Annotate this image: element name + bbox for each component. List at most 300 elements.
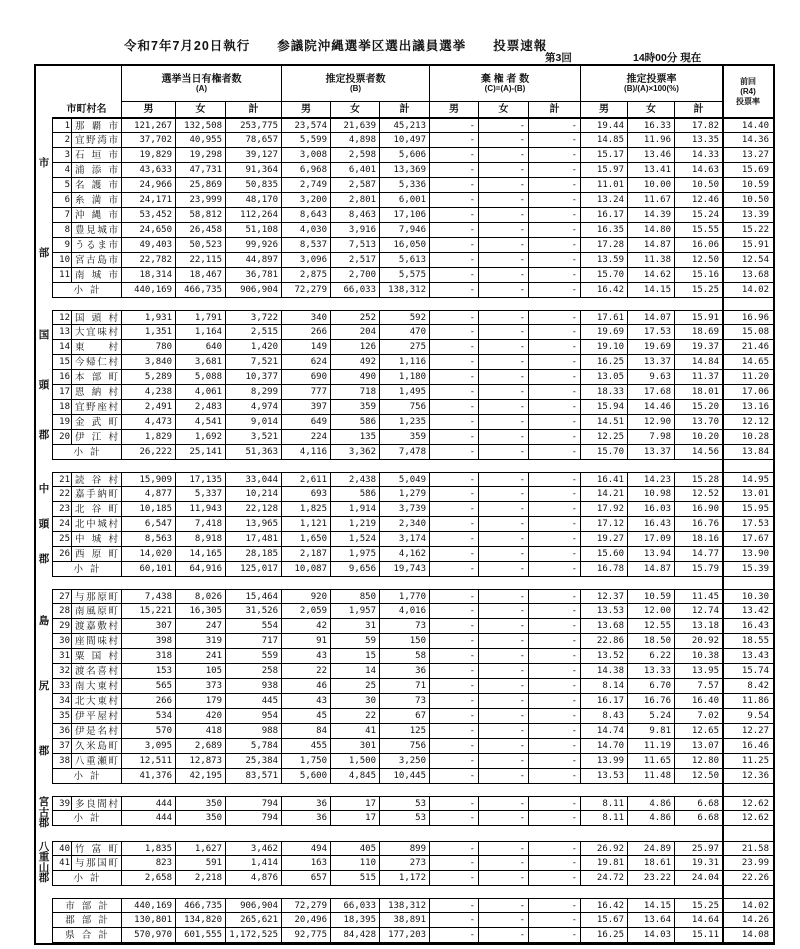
cell-value: 13.37 [628,445,675,460]
cell-value: 15.60 [581,547,628,562]
cell-value: 25,141 [176,445,226,460]
cell-value: - [479,340,529,355]
table-row [52,148,773,163]
cell-value: 1,692 [176,430,226,445]
cell-value: - [529,856,581,871]
cell-value: 43 [282,649,331,664]
table-row [52,133,773,148]
cell-value: 1,770 [380,589,430,604]
cell-value: - [529,547,581,562]
cell-value: 12.74 [675,604,723,619]
table-row [52,604,773,619]
cell-value: 15,909 [122,472,176,487]
cell-value: 359 [380,430,430,445]
block-rows [52,841,773,886]
municipality-name: 宜野湾市 [72,133,122,148]
region-block [36,898,773,943]
table-row [52,385,773,400]
cell-value: 8.14 [581,679,628,694]
cell-value: - [479,415,529,430]
cell-value: 1,627 [176,841,226,856]
cell-value: 1,825 [282,502,331,517]
previous-rate-value: 12.54 [723,253,773,268]
time-label: 14時00分 現在 [633,52,702,64]
region-label [36,472,52,577]
previous-rate-value: 10.30 [723,589,773,604]
previous-rate-value: 22.26 [723,871,773,886]
region-label [36,310,52,460]
cell-value: 3,840 [122,355,176,370]
cell-value: 398 [122,634,176,649]
cell-value: 1,180 [380,370,430,385]
row-number: 10 [52,253,72,268]
cell-value: - [529,739,581,754]
cell-value: 134,820 [176,913,226,928]
previous-rate-value: 12.12 [723,415,773,430]
cell-value: 13,369 [380,163,430,178]
cell-value: 36 [282,811,331,826]
cell-value: 906,904 [226,898,282,913]
cell-value: 319 [176,634,226,649]
cell-value: - [430,841,479,856]
cell-value: 2,689 [176,739,226,754]
cell-value: 6.70 [628,679,675,694]
cell-value: 16.78 [581,562,628,577]
cell-value: - [529,355,581,370]
row-number: 39 [52,796,72,811]
cell-value: 12.37 [581,589,628,604]
municipality-name: 北谷町 [72,502,122,517]
cell-value: 31 [331,619,380,634]
cell-value: 163 [282,856,331,871]
previous-rate-value: 12.62 [723,796,773,811]
cell-value: 6,001 [380,193,430,208]
cell-value: 318 [122,649,176,664]
cell-value: 18.61 [628,856,675,871]
table-row [52,517,773,532]
cell-value: 3,250 [380,754,430,769]
row-number: 6 [52,193,72,208]
cell-value: 554 [226,619,282,634]
cell-value: 19.31 [675,856,723,871]
cell-value: - [430,118,479,133]
cell-value: 2,587 [331,178,380,193]
municipality-name: 渡嘉敷村 [72,619,122,634]
previous-rate-value: 13.01 [723,487,773,502]
previous-rate-value: 10.28 [723,430,773,445]
municipality-name: 与那国町 [72,856,122,871]
cell-value: 25.97 [675,841,723,856]
table-row [52,754,773,769]
cell-value: 66,033 [331,283,380,298]
cell-value: 10,087 [282,562,331,577]
cell-value: 43 [282,694,331,709]
previous-rate-value: 21.58 [723,841,773,856]
region-block [36,841,773,886]
cell-value: 466,735 [176,898,226,913]
cell-value: - [529,928,581,943]
cell-value: 586 [331,487,380,502]
region-char: 部 [38,246,50,259]
table-row [52,724,773,739]
cell-value: 14.15 [628,283,675,298]
cell-value: - [430,238,479,253]
previous-rate-value: 17.06 [723,385,773,400]
cell-value: 149 [282,340,331,355]
turnout-rate-sub: (B)/(A)×100(%) [624,83,679,93]
cell-value: - [479,400,529,415]
cell-value: 18.50 [628,634,675,649]
cell-value: 16.76 [628,694,675,709]
cell-value: 21,639 [331,118,380,133]
cell-value: 1,116 [380,355,430,370]
cell-value: 17,106 [380,208,430,223]
cell-value: - [529,268,581,283]
cell-value: 718 [331,385,380,400]
cell-value: 14 [331,664,380,679]
cell-value: 16,050 [380,238,430,253]
cell-value: - [529,664,581,679]
cell-value: 13.46 [628,148,675,163]
cell-value: - [479,268,529,283]
row-number: 7 [52,208,72,223]
cell-value: 1,650 [282,532,331,547]
round-label: 第3回 [545,52,572,64]
cell-value: - [529,253,581,268]
cell-value: 33,044 [226,472,282,487]
table-row [52,193,773,208]
cell-value: 15.25 [675,898,723,913]
cell-value: 899 [380,841,430,856]
cell-value: 1,235 [380,415,430,430]
cell-value: 13.95 [675,664,723,679]
table-row [52,856,773,871]
cell-value: - [430,562,479,577]
cell-value: 13.64 [628,913,675,928]
cell-value: 7,946 [380,223,430,238]
cell-value: - [529,517,581,532]
subheader-female: 女 [479,102,529,118]
cell-value: - [430,283,479,298]
cell-value: - [430,223,479,238]
cell-value: 12,511 [122,754,176,769]
region-char: 重 [38,851,50,863]
row-label: 郡部計 [52,913,122,928]
municipality-name: 渡名喜村 [72,664,122,679]
region-label [36,796,52,829]
cell-value: 13.99 [581,754,628,769]
cell-value: - [529,148,581,163]
cell-value: 19,298 [176,148,226,163]
cell-value: 515 [331,871,380,886]
row-number: 29 [52,619,72,634]
previous-rate-value: 15.22 [723,223,773,238]
municipality-name: 伊平屋村 [72,709,122,724]
cell-value: 3,916 [331,223,380,238]
cell-value: - [479,532,529,547]
previous-rate-value: 10.50 [723,193,773,208]
table-row [52,811,773,826]
cell-value: 1,524 [331,532,380,547]
cell-value: - [430,472,479,487]
cell-value: 490 [331,370,380,385]
cell-value: 26,222 [122,445,176,460]
cell-value: 10.20 [675,430,723,445]
table-row [52,928,773,943]
previous-line3: 投票率 [736,96,760,106]
cell-value: - [529,694,581,709]
cell-value: 5,784 [226,739,282,754]
cell-value: 16.76 [675,517,723,532]
cell-value: 3,521 [226,430,282,445]
row-label: 小計 [52,445,122,460]
cell-value: - [529,310,581,325]
cell-value: 1,495 [380,385,430,400]
cell-value: 13.35 [675,133,723,148]
cell-value: 10.59 [628,589,675,604]
cell-value: 1,219 [331,517,380,532]
cell-value: 44,897 [226,253,282,268]
cell-value: 17,481 [226,532,282,547]
cell-value: 17.09 [628,532,675,547]
previous-rate-value: 15.08 [723,325,773,340]
cell-value: - [479,517,529,532]
row-number: 30 [52,634,72,649]
cell-value: 91 [282,634,331,649]
cell-value: 13.05 [581,370,628,385]
cell-value: 3,174 [380,532,430,547]
municipality-name: 座間味村 [72,634,122,649]
cell-value: 1,420 [226,340,282,355]
cell-value: 10,445 [380,769,430,784]
cell-value: 7,438 [122,589,176,604]
region-char: 郡 [38,817,50,829]
cell-value: 534 [122,709,176,724]
cell-value: - [479,283,529,298]
cell-value: 14.87 [628,238,675,253]
previous-rate-value: 15.74 [723,664,773,679]
cell-value: - [529,385,581,400]
cell-value: 17,135 [176,472,226,487]
cell-value: - [430,163,479,178]
row-number: 35 [52,709,72,724]
cell-value: 649 [282,415,331,430]
cell-value: - [430,193,479,208]
cell-value: 15.70 [581,445,628,460]
cell-value: 12.46 [675,193,723,208]
cell-value: 17.53 [628,325,675,340]
cell-value: 19.69 [581,325,628,340]
cell-value: 91,364 [226,163,282,178]
previous-rate-value: 13.39 [723,208,773,223]
cell-value: - [529,445,581,460]
cell-value: 11.48 [628,769,675,784]
cell-value: - [479,238,529,253]
cell-value: 8.43 [581,709,628,724]
cell-value: 83,571 [226,769,282,784]
cell-value: 16.25 [581,355,628,370]
cell-value: 340 [282,310,331,325]
cell-value: 26,458 [176,223,226,238]
cell-value: 14.38 [581,664,628,679]
cell-value: 266 [282,325,331,340]
cell-value: - [479,325,529,340]
cell-value: 7,478 [380,445,430,460]
cell-value: 13.37 [628,355,675,370]
cell-value: 266 [122,694,176,709]
meta-line [0,50,785,64]
cell-value: 42 [282,619,331,634]
table-row [52,340,773,355]
row-number: 14 [52,340,72,355]
cell-value: 13.59 [581,253,628,268]
cell-value: 132,508 [176,118,226,133]
abstainers-label: 棄 権 者 数 [480,73,530,85]
table-row [52,898,773,913]
cell-value: 8,643 [282,208,331,223]
cell-value: 22 [331,709,380,724]
cell-value: 4,541 [176,415,226,430]
previous-rate-value: 14.26 [723,913,773,928]
cell-value: 11.37 [675,370,723,385]
cell-value: - [529,769,581,784]
cell-value: 492 [331,355,380,370]
municipality-name: 嘉手納町 [72,487,122,502]
table-row [52,871,773,886]
cell-value: 6.68 [675,796,723,811]
cell-value: 6.68 [675,811,723,826]
cell-value: 179 [176,694,226,709]
cell-value: 1,931 [122,310,176,325]
cell-value: 40,955 [176,133,226,148]
cell-value: - [430,694,479,709]
row-number: 22 [52,487,72,502]
region-char: 中 [38,483,50,496]
cell-value: 45,213 [380,118,430,133]
cell-value: - [430,898,479,913]
cell-value: 37,702 [122,133,176,148]
cell-value: - [529,649,581,664]
cell-value: - [479,472,529,487]
cell-value: - [479,796,529,811]
cell-value: 13.53 [581,769,628,784]
cell-value: 16.17 [581,208,628,223]
row-number: 2 [52,133,72,148]
cell-value: 559 [226,649,282,664]
cell-value: 301 [331,739,380,754]
cell-value: - [529,724,581,739]
table-row [52,178,773,193]
cell-value: 17 [331,796,380,811]
cell-value: 7,418 [176,517,226,532]
cell-value: - [529,502,581,517]
cell-value: 1,957 [331,604,380,619]
row-number: 5 [52,178,72,193]
cell-value: 1,791 [176,310,226,325]
cell-value: - [430,589,479,604]
cell-value: 12.50 [675,769,723,784]
cell-value: 717 [226,634,282,649]
table-row [52,370,773,385]
previous-rate-value: 18.55 [723,634,773,649]
cell-value: - [430,811,479,826]
cell-value: - [479,709,529,724]
cell-value: - [479,208,529,223]
cell-value: 13.33 [628,664,675,679]
cell-value: 19.27 [581,532,628,547]
region-char: 八 [38,840,50,853]
cell-value: 16.42 [581,898,628,913]
cell-value: 12.55 [628,619,675,634]
table-row [52,430,773,445]
cell-value: - [529,754,581,769]
row-number: 13 [52,325,72,340]
row-label: 小計 [52,283,122,298]
previous-rate-value: 16.96 [723,310,773,325]
cell-value: 418 [176,724,226,739]
cell-value: 241 [176,649,226,664]
cell-value: 78,657 [226,133,282,148]
previous-line1: 前回 [740,76,756,86]
row-number: 11 [52,268,72,283]
cell-value: - [430,268,479,283]
municipality-name: 名護市 [72,178,122,193]
turnout-table [34,64,775,945]
cell-value: 19,829 [122,148,176,163]
cell-value: 14.70 [581,739,628,754]
row-number: 32 [52,664,72,679]
previous-rate-value: 15.95 [723,502,773,517]
cell-value: 16.17 [581,694,628,709]
cell-value: 8,563 [122,532,176,547]
cell-value: 4,061 [176,385,226,400]
region-char: 国 [38,328,50,341]
cell-value: 15,464 [226,589,282,604]
cell-value: 15,221 [122,604,176,619]
cell-value: 5,599 [282,133,331,148]
cell-value: 11.96 [628,133,675,148]
cell-value: 850 [331,589,380,604]
region-char: 尻 [38,680,50,693]
cell-value: 15.91 [675,310,723,325]
cell-value: 5,088 [176,370,226,385]
region-char: 頭 [38,378,50,391]
cell-value: 1,414 [226,856,282,871]
subheader-male: 男 [282,102,331,118]
subheader-total: 計 [675,102,723,118]
cell-value: 17.68 [628,385,675,400]
region-block [36,310,773,460]
table-row [52,532,773,547]
previous-rate-value: 12.36 [723,769,773,784]
cell-value: 16.03 [628,502,675,517]
cell-value: 47,731 [176,163,226,178]
region-char: 山 [38,861,50,874]
cell-value: - [479,355,529,370]
cell-value: - [430,340,479,355]
cell-value: 2,749 [282,178,331,193]
cell-value: 49,403 [122,238,176,253]
cell-value: 14,165 [176,547,226,562]
cell-value: 10,214 [226,487,282,502]
cell-value: 15.17 [581,148,628,163]
cell-value: 13.94 [628,547,675,562]
cell-value: 466,735 [176,283,226,298]
cell-value: 14.46 [628,400,675,415]
cell-value: 16.90 [675,502,723,517]
previous-line2: (R4) [740,86,756,96]
cell-value: 253,775 [226,118,282,133]
